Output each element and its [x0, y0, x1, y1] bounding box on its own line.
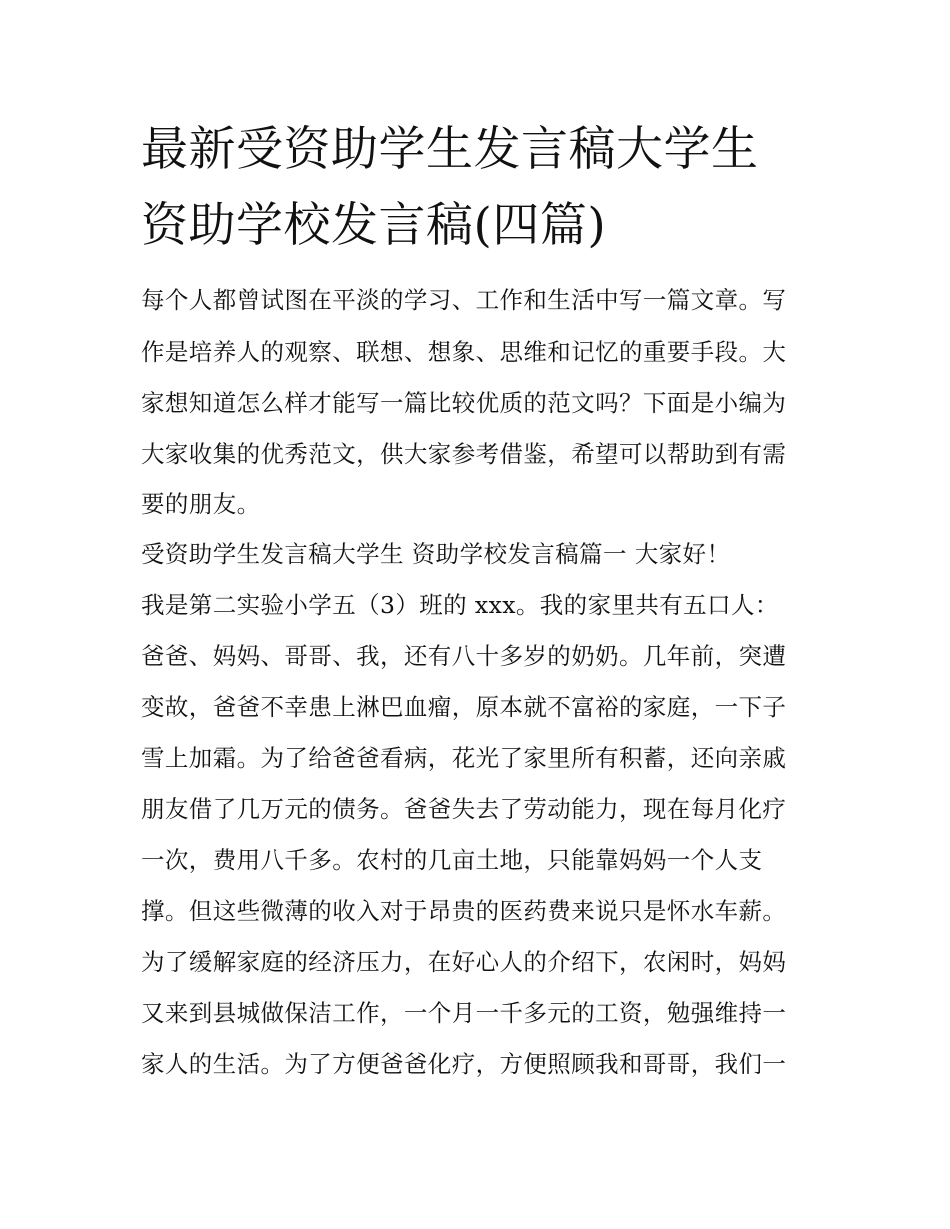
body-line: 雪上加霜。为了给爸爸看病，花光了家里所有积蓄，还向亲戚: [141, 744, 787, 772]
body-line: 大家收集的优秀范文，供大家参考借鉴，希望可以帮助到有需: [141, 440, 787, 468]
body-line: 一次，费用八千多。农村的几亩土地，只能靠妈妈一个人支: [141, 846, 763, 874]
body-line: 家人的生活。为了方便爸爸化疗，方便照顾我和哥哥，我们一: [141, 1050, 787, 1078]
body-line: 我是第二实验小学五（3）班的 xxx。我的家里共有五口人：: [141, 591, 779, 619]
body-line: 爸爸、妈妈、哥哥、我，还有八十多岁的奶奶。几年前，突遭: [141, 642, 787, 670]
body-line: 要的朋友。: [141, 490, 261, 518]
body-line: 每个人都曾试图在平淡的学习、工作和生活中写一篇文章。写: [141, 286, 787, 314]
body-line: 作是培养人的观察、联想、想象、思维和记忆的重要手段。大: [141, 338, 787, 366]
title-line: 资助学校发言稿(四篇): [141, 198, 607, 253]
body-line: 又来到县城做保洁工作，一个月一千多元的工资，勉强维持一: [141, 999, 787, 1027]
body-line: 受资助学生发言稿大学生 资助学校发言稿篇一 大家好！: [141, 540, 731, 568]
body-line: 为了缓解家庭的经济压力，在好心人的介绍下，农闲时，妈妈: [141, 948, 787, 976]
body-line: 朋友借了几万元的债务。爸爸失去了劳动能力，现在每月化疗: [141, 795, 787, 823]
body-line: 变故，爸爸不幸患上淋巴血瘤，原本就不富裕的家庭，一下子: [141, 693, 787, 721]
body-line: 撑。但这些微薄的收入对于昂贵的医药费来说只是怀水车薪。: [141, 897, 787, 925]
body-line: 家想知道怎么样才能写一篇比较优质的范文吗？下面是小编为: [141, 389, 787, 417]
title-line: 最新受资助学生发言稿大学生: [141, 122, 759, 177]
document-title: [141, 112, 821, 264]
